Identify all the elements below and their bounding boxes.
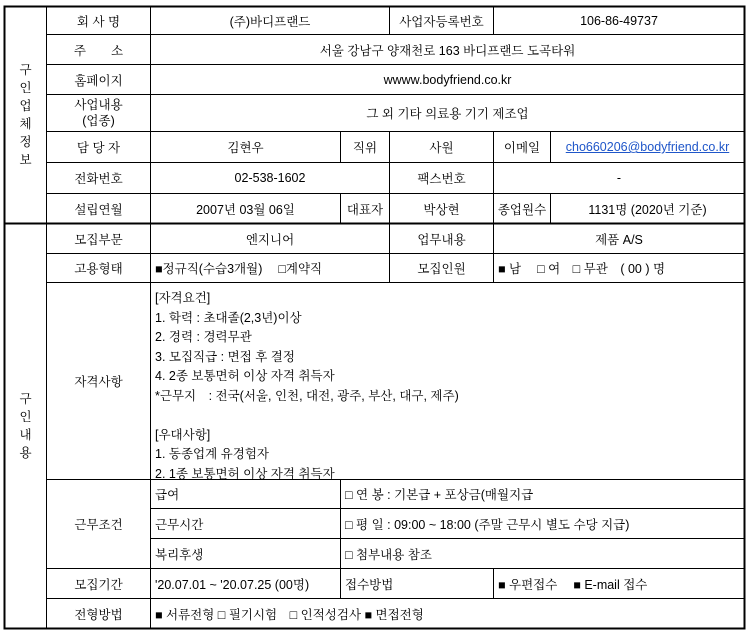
job-info-vertical-label xyxy=(19,390,31,462)
qual-line-6: *근무지 : 전국(서울, 인천, 대전, 광주, 부산, 대구, 제주) xyxy=(155,388,459,403)
contact-name-value: 김현우 xyxy=(227,141,264,155)
address-value: 서울 강남구 양재천로 163 바디프랜드 도곡타워 xyxy=(319,43,576,58)
founded-label: 설립연월 xyxy=(74,202,123,217)
ceo-value: 박상현 xyxy=(423,202,460,217)
contact-label: 담 당 자 xyxy=(76,141,121,155)
employment-type-value: ■정규직(수습3개월) □계약직 xyxy=(155,262,323,276)
fax-label: 팩스번호 xyxy=(417,172,466,186)
job-section-char: 내 xyxy=(19,428,32,442)
ceo-label: 대표자 xyxy=(346,202,384,217)
employees-label: 종업원수 xyxy=(497,202,547,217)
company-info-section-title xyxy=(5,7,46,223)
employment-type-label: 고용형태 xyxy=(74,262,123,276)
phone-value: 02-538-1602 xyxy=(234,171,306,185)
employees-value: 1131명 (2020년 기준) xyxy=(588,202,707,217)
position-label: 직위 xyxy=(352,141,378,155)
qual-line-1: [자격요건] xyxy=(155,291,211,305)
company-section-char: 보 xyxy=(19,153,32,167)
work-hours-value: □ 평 일 : 09:00 ~ 18:00 (주말 근무시 별도 수당 지급) xyxy=(345,517,630,532)
qual-line-8: [우대사항] xyxy=(155,427,211,442)
work-hours-label: 근무시간 xyxy=(155,517,204,532)
screening-value: ■ 서류전형 □ 필기시험 □ 인적성검사 ■ 면접전형 xyxy=(155,607,424,622)
homepage-label: 홈페이지 xyxy=(74,73,123,88)
qual-line-9: 1. 동종업계 유경험자 xyxy=(155,447,269,461)
email-link[interactable]: cho660206@bodyfriend.co.kr xyxy=(565,140,730,154)
email-label: 이메일 xyxy=(503,141,541,155)
homepage-value: wwww.bodyfriend.co.kr xyxy=(383,72,512,87)
qual-line-4: 3. 모집직급 : 면접 후 결정 xyxy=(155,349,295,364)
business-label-line1: 사업내용 xyxy=(74,98,123,112)
welfare-label: 복리후생 xyxy=(155,547,204,562)
qual-line-3: 2. 경력 : 경력무관 xyxy=(155,330,252,344)
job-section-char: 용 xyxy=(19,446,32,460)
founded-value: 2007년 03월 06일 xyxy=(196,202,295,217)
company-section-char: 업 xyxy=(19,99,32,113)
business-label-line2: (업종) xyxy=(82,114,115,128)
company-section-char: 체 xyxy=(19,117,32,131)
biz-registration-label: 사업자등록번호 xyxy=(399,14,484,29)
job-info-section-title xyxy=(5,224,46,628)
salary-label: 급여 xyxy=(155,488,180,502)
recruit-period-label: 모집기간 xyxy=(74,577,123,592)
salary-value: □ 연 봉 : 기본급 + 포상금(매월지급 xyxy=(345,488,534,502)
headcount-label: 모집인원 xyxy=(417,262,466,276)
headcount-value: ■ 남 □ 여 □ 무관 ( 00 ) 명 xyxy=(498,262,666,276)
company-name-label: 회 사 명 xyxy=(76,14,121,29)
company-section-char: 인 xyxy=(19,81,32,95)
job-section-char: 인 xyxy=(19,410,32,424)
position-value: 사원 xyxy=(429,141,454,155)
duty-label: 업무내용 xyxy=(417,233,466,247)
company-name-value: (주)바디프랜드 xyxy=(229,14,311,29)
job-section-char: 구 xyxy=(19,392,32,406)
welfare-value: □ 첨부내용 참조 xyxy=(345,547,432,562)
apply-method-label: 접수방법 xyxy=(345,577,394,592)
qual-line-2: 1. 학력 : 초대졸(2,3년)이상 xyxy=(155,310,302,325)
duty-value: 제품 A/S xyxy=(595,233,643,247)
qualifications-label: 자격사항 xyxy=(74,375,123,389)
biz-registration-value: 106-86-49737 xyxy=(580,13,658,28)
business-value: 그 외 기타 의료용 기기 제조업 xyxy=(366,107,529,121)
apply-method-value: ■ 우편접수 ■ E-mail 접수 xyxy=(498,577,648,592)
qual-line-10: 2. 1종 보통면허 이상 자격 취득자 xyxy=(155,466,335,479)
address-label: 주 소 xyxy=(73,43,124,58)
email-value xyxy=(551,132,744,162)
company-section-char: 구 xyxy=(19,63,32,77)
company-info-vertical-label xyxy=(19,61,31,169)
company-section-char: 정 xyxy=(19,135,32,149)
qualifications-text xyxy=(151,283,744,479)
fax-value: - xyxy=(616,171,622,185)
dept-value: 엔지니어 xyxy=(245,233,295,247)
recruit-period-value: '20.07.01 ~ '20.07.25 (00명) xyxy=(155,577,310,592)
phone-label: 전화번호 xyxy=(74,172,123,186)
qual-line-5: 4. 2종 보통면허 이상 자격 취득자 xyxy=(155,369,335,383)
business-label xyxy=(47,95,150,131)
dept-label: 모집부문 xyxy=(74,233,123,247)
work-conditions-label: 근무조건 xyxy=(74,518,123,532)
screening-label: 전형방법 xyxy=(74,607,123,622)
